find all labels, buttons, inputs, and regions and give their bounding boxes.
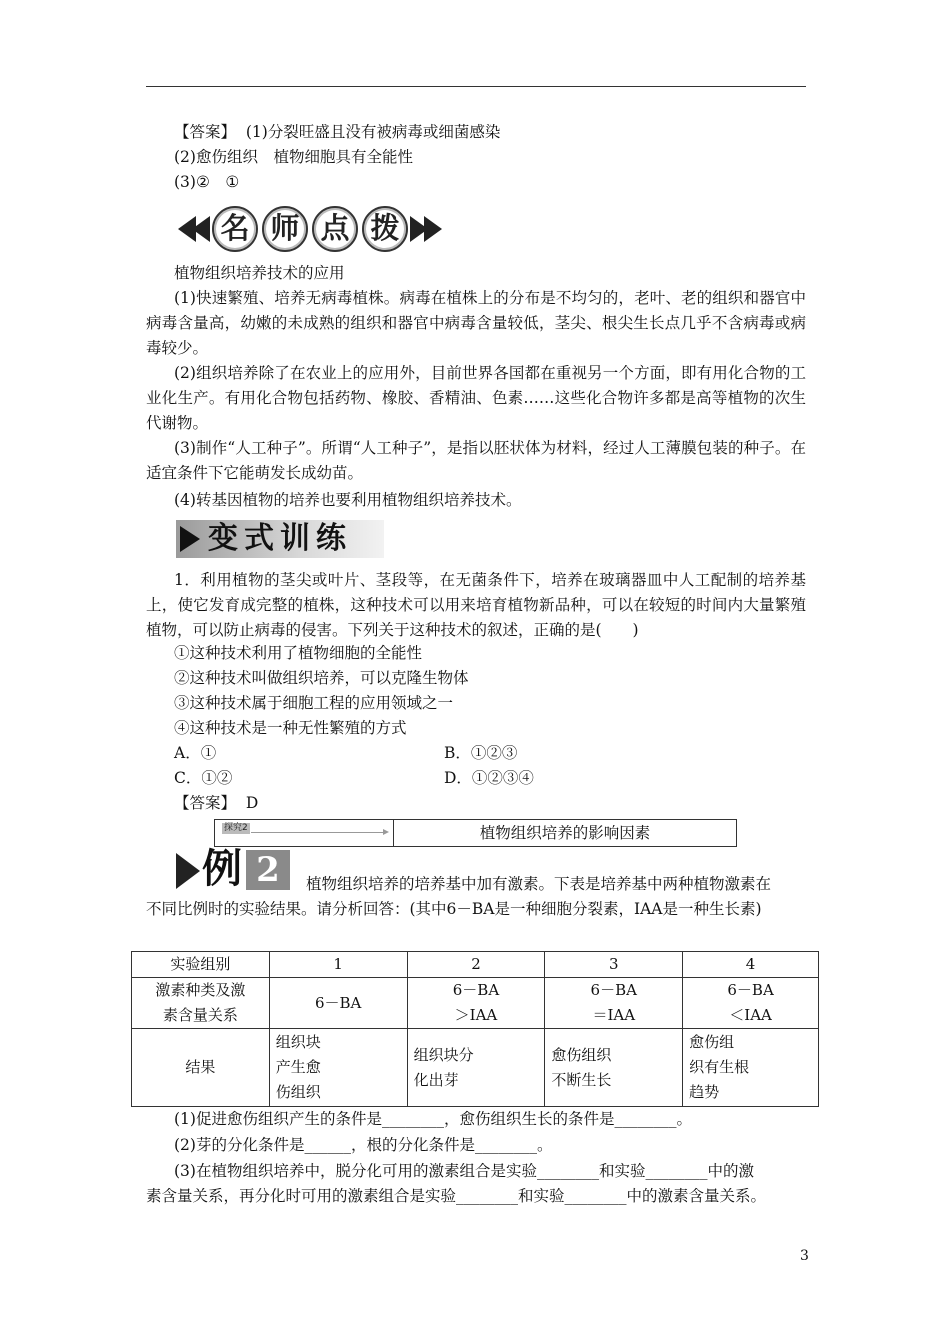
option-d: D．①②③④: [444, 769, 534, 787]
cell-line: 素含量关系: [162, 1006, 238, 1024]
section-2-header: [214, 819, 737, 847]
table-row: [132, 978, 819, 1029]
option-b: B．①②③: [444, 744, 518, 762]
cell-line: 产生愈: [275, 1058, 321, 1076]
example-2-stem-rest: 不同比例时的实验结果。请分析回答：(其中6－BA是一种细胞分裂素，IAA是一种生长素): [146, 900, 762, 918]
tips-paragraph-2: (2)组织培养除了在农业上的应用外，目前世界各国都在重视另一个方面，即有用化合物的工业化生产。有用化合物包括药物、橡胶、香精油、色素……这些化合物许多都是高等植物的次生代谢物。: [146, 364, 806, 432]
question-1-statement-3: ③这种技术属于细胞工程的应用领域之一: [174, 694, 454, 712]
answer-label: 【答案】: [174, 794, 237, 812]
cell-line: 伤组织: [275, 1083, 321, 1101]
table-header-cell: 实验组别: [132, 952, 270, 978]
cell-line: 6－BA: [452, 981, 500, 999]
sub-question-3-line-1: (3)在植物组织培养中，脱分化可用的激素组合是实验________和实验________中的激: [174, 1162, 754, 1180]
cell-line: 愈伤组: [689, 1033, 735, 1051]
banner-char-3: 点: [312, 206, 358, 252]
option-a: A．①: [174, 744, 217, 762]
section-2-title: 植物组织培养的影响因素: [479, 824, 651, 842]
tips-paragraph-3: (3)制作“人工种子”。所谓“人工种子”，是指以胚状体为材料，经过人工薄膜包装的种子。在适宜条件下它能萌发长成幼苗。: [146, 439, 806, 482]
table-row-label: [132, 978, 270, 1029]
cell-line: ＝IAA: [592, 1006, 636, 1024]
question-1-statement-1: ①这种技术利用了植物细胞的全能性: [174, 644, 423, 662]
banner-char-1: 名: [212, 206, 258, 252]
double-left-arrow-icon: [178, 216, 210, 242]
section-tag-bar: [215, 820, 394, 846]
section-tag: 探究2: [224, 823, 248, 833]
cell-line: 织有生根: [689, 1058, 750, 1076]
answer-line-2: (2)愈伤组织 植物细胞具有全能性: [174, 148, 413, 166]
cell-line: 不断生长: [551, 1070, 612, 1089]
table-cell: [683, 978, 819, 1029]
header-rule: [146, 86, 806, 87]
answer-line-1: [174, 121, 500, 143]
question-1-answer: [174, 792, 258, 814]
tips-paragraph-1: (1)快速繁殖、培养无病毒植株。病毒在植株上的分布是不均匀的，老叶、老的组织和器官中病毒含量高，幼嫩的未成熟的组织和器官中病毒含量较低，茎尖、根尖生长点几乎不含病毒或病毒较少。: [146, 289, 806, 357]
sub-question-2: (2)芽的分化条件是______，根的分化条件是________。: [174, 1136, 553, 1154]
experiment-table: [131, 951, 819, 1107]
table-cell: [545, 978, 683, 1029]
cell-line: 6－BA: [314, 993, 362, 1012]
example-2-label: [176, 846, 292, 892]
answer-value: D: [245, 794, 259, 812]
table-row: [132, 1029, 819, 1107]
variant-training-title: 变式训练: [208, 521, 352, 556]
example-char: 例: [202, 846, 242, 892]
question-1-stem: 1．利用植物的茎尖或叶片、茎段等，在无菌条件下，培养在玻璃器皿中人工配制的培养基上，使它发育成完整的植株，这种技术可以用来培育植物新品种，可以在较短的时间内大量繁殖植物，可以防止病毒的侵害。下列关于这种技术的叙述，正确的是( ): [146, 571, 806, 639]
cell-line: 组织块分: [413, 1045, 474, 1064]
example-number-box: [246, 850, 290, 890]
question-1-statement-4: ④这种技术是一种无性繁殖的方式: [174, 719, 407, 737]
play-arrow-icon: [180, 526, 200, 552]
tips-paragraph-4: (4)转基因植物的培养也要利用植物组织培养技术。: [174, 491, 522, 509]
arrow-head-icon: [383, 829, 389, 835]
table-cell: [269, 1029, 407, 1107]
table-cell: [407, 1029, 545, 1107]
example-number: 2: [256, 850, 280, 890]
double-right-arrow-icon: [410, 216, 442, 242]
page-number: 3: [800, 1248, 809, 1264]
banner-char-4: 拨: [362, 206, 408, 252]
sub-question-1: (1)促进愈伤组织产生的条件是________，愈伤组织生长的条件是________。: [174, 1110, 692, 1128]
banner-char-2: 师: [262, 206, 308, 252]
cell-line: ＞IAA: [454, 1006, 498, 1024]
teacher-tips-banner: [178, 205, 442, 253]
table-header-cell: 3: [545, 952, 683, 978]
cell-line: 组织块: [275, 1033, 321, 1051]
cell-line: 激素种类及激: [155, 981, 246, 999]
table-row-label: 结果: [132, 1029, 270, 1107]
answer-line-3: (3)② ①: [174, 173, 240, 191]
cell-line: ＜IAA: [729, 1006, 772, 1024]
table-cell: [545, 1029, 683, 1107]
table-header-cell: 2: [407, 952, 545, 978]
cell-line: 6－BA: [590, 981, 637, 999]
table-cell: [683, 1029, 819, 1107]
example-play-icon: [176, 853, 200, 889]
option-c: C．①②: [174, 769, 233, 787]
table-header-cell: 4: [683, 952, 819, 978]
arrow-line-icon: [251, 832, 385, 833]
variant-training-banner: [176, 520, 384, 558]
answer-text-1: (1)分裂旺盛且没有被病毒或细菌感染: [245, 123, 501, 141]
cell-line: 6－BA: [727, 981, 774, 999]
cell-line: 愈伤组织: [551, 1045, 612, 1064]
sub-question-3-line-2: 素含量关系，再分化时可用的激素组合是实验________和实验________中的激素含量关系。: [146, 1187, 767, 1205]
table-row: [132, 952, 819, 978]
answer-label: 【答案】: [174, 123, 237, 141]
table-cell: [269, 978, 407, 1029]
tips-title: 植物组织培养技术的应用: [174, 264, 345, 282]
cell-line: 趋势: [689, 1083, 720, 1101]
cell-line: 化出芽: [413, 1070, 459, 1089]
table-cell: [407, 978, 545, 1029]
table-header-cell: 1: [269, 952, 407, 978]
example-2-stem-first: 植物组织培养的培养基中加有激素。下表是培养基中两种植物激素在: [306, 875, 772, 893]
question-1-statement-2: ②这种技术叫做组织培养，可以克隆生物体: [174, 669, 469, 687]
